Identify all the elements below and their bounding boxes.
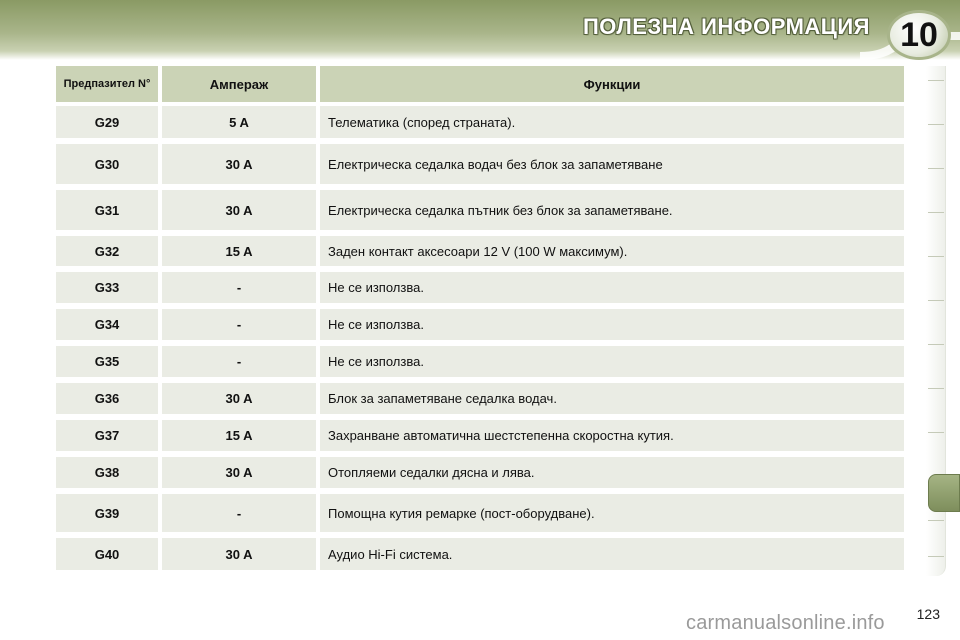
header-functions: Функции	[320, 66, 904, 102]
fuse-id: G34	[56, 309, 158, 340]
fuse-function: Заден контакт аксесоари 12 V (100 W максимум).	[320, 236, 904, 266]
fuse-function: Електрическа седалка пътник без блок за запаметяване.	[320, 190, 904, 230]
fuse-id: G40	[56, 538, 158, 570]
header-band	[0, 0, 960, 60]
tab-divider	[928, 168, 944, 169]
header-amperage: Ампераж	[162, 66, 316, 102]
table-row	[56, 457, 904, 488]
fuse-function: Електрическа седалка водач без блок за запаметяване	[320, 144, 904, 184]
page-number: 123	[916, 606, 940, 622]
fuse-function: Не се използва.	[320, 346, 904, 377]
fuse-function: Блок за запаметяване седалка водач.	[320, 383, 904, 414]
fuse-function: Помощна кутия ремарке (пост-оборудване).	[320, 494, 904, 532]
table-row	[56, 494, 904, 532]
table-row	[56, 538, 904, 570]
table-header-row	[56, 66, 904, 102]
fuse-amps: 15 A	[162, 420, 316, 451]
table-row	[56, 144, 904, 184]
tab-divider	[928, 300, 944, 301]
section-title: ПОЛЕЗНА ИНФОРМАЦИЯ	[582, 14, 870, 39]
fuse-id: G29	[56, 106, 158, 138]
fuse-id: G37	[56, 420, 158, 451]
fuse-function: Телематика (според страната).	[320, 106, 904, 138]
table-row	[56, 236, 904, 266]
fuse-function: Отопляеми седалки дясна и лява.	[320, 457, 904, 488]
table-row	[56, 309, 904, 340]
table-row	[56, 383, 904, 414]
table-row	[56, 272, 904, 303]
fuse-amps: 30 A	[162, 538, 316, 570]
fuse-amps: 15 A	[162, 236, 316, 266]
fuse-amps: 30 A	[162, 190, 316, 230]
tab-divider	[928, 432, 944, 433]
fuse-id: G33	[56, 272, 158, 303]
table-row	[56, 346, 904, 377]
fuse-amps: -	[162, 494, 316, 532]
tab-divider	[928, 388, 944, 389]
watermark-text: carmanualsonline.info	[686, 612, 885, 634]
fuse-function: Не се използва.	[320, 309, 904, 340]
fuse-amps: 30 A	[162, 144, 316, 184]
tab-divider	[928, 256, 944, 257]
fuse-amps: -	[162, 309, 316, 340]
chapter-number-badge: 10	[887, 10, 951, 60]
chapter-tabs	[926, 66, 960, 576]
fuse-id: G31	[56, 190, 158, 230]
fuse-function: Захранване автоматична шестстепенна скоростна кутия.	[320, 420, 904, 451]
fuse-id: G35	[56, 346, 158, 377]
fuse-amps: 5 A	[162, 106, 316, 138]
table-row	[56, 420, 904, 451]
tab-divider	[928, 80, 944, 81]
tab-divider	[928, 556, 944, 557]
tab-divider	[928, 212, 944, 213]
tab-divider	[928, 124, 944, 125]
fuse-id: G39	[56, 494, 158, 532]
fuse-id: G36	[56, 383, 158, 414]
header-fuse-number: Предпазител N°	[56, 66, 158, 102]
fuse-amps: -	[162, 272, 316, 303]
fuse-id: G38	[56, 457, 158, 488]
table-row	[56, 106, 904, 138]
fuse-amps: 30 A	[162, 457, 316, 488]
tab-divider	[928, 520, 944, 521]
fuse-id: G30	[56, 144, 158, 184]
fuse-id: G32	[56, 236, 158, 266]
tab-divider	[928, 344, 944, 345]
active-chapter-tab[interactable]	[928, 474, 960, 512]
table-row	[56, 190, 904, 230]
fuse-amps: -	[162, 346, 316, 377]
fuse-function: Аудио Hi-Fi система.	[320, 538, 904, 570]
fuse-function: Не се използва.	[320, 272, 904, 303]
fuse-amps: 30 A	[162, 383, 316, 414]
